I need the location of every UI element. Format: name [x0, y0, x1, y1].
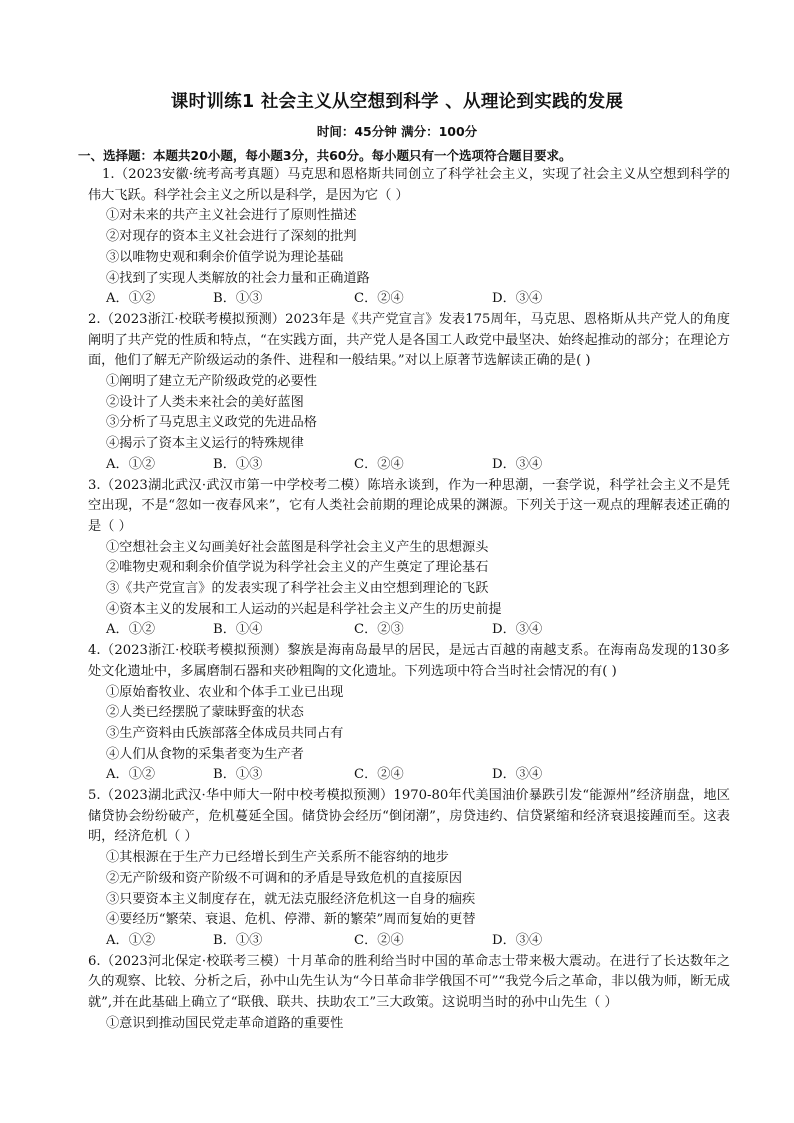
statement-item: ③生产资料由氏族部落全体成员共同占有	[106, 725, 344, 741]
choice-a: A．①②	[106, 456, 156, 472]
choice-c: C．②④	[354, 456, 404, 472]
statement-item: ④要经历“繁荣、衰退、危机、停滞、新的繁荣”周而复始的更替	[106, 912, 476, 928]
statement-item: ①原始畜牧业、农业和个体手工业已出现	[106, 684, 344, 700]
statement-item: ①空想社会主义勾画美好社会蓝图是科学社会主义产生的思想源头	[106, 539, 489, 555]
statement-item: ②设计了人类未来社会的美好蓝图	[106, 394, 304, 410]
statement-item: ②唯物史观和剩余价值学说为科学社会主义的产生奠定了理论基石	[106, 560, 489, 576]
question-stem: 1.（2023安徽·统考高考真题）马克思和恩格斯共同创立了科学社会主义，实现了社会主义从空想到科学的伟大飞跃。科学社会主义之所以是科学，是因为它（ ）	[88, 167, 730, 203]
time-score-line: 时间：45分钟 满分：100分	[316, 124, 478, 139]
question-6	[0, 952, 794, 1035]
choice-b: B．①③	[213, 291, 263, 307]
statement-item: ①意识到推动国民党走革命道路的重要性	[106, 1015, 344, 1031]
question-5	[0, 786, 794, 952]
choice-b: B．①③	[213, 767, 263, 783]
question-4	[0, 641, 794, 786]
answer-choices	[106, 931, 794, 952]
statement-item: ①其根源在于生产力已经增长到生产关系所不能容纳的地步	[106, 850, 449, 866]
choice-c: C．②④	[354, 291, 404, 307]
question-stem: 5.（2023湖北武汉·华中师大一附中校考模拟预测）1970-80年代美国油价暴跌引发“能源州”经济崩盘，地区储贷协会纷纷破产，危机蔓延全国。储贷协会经历“倒闭潮”，房贷违约、信贷紧缩和经济衰退接踵而至。这表明，经济危机（ ）	[88, 788, 730, 845]
statement-item: ④找到了实现人类解放的社会力量和正确道路	[106, 270, 370, 286]
answer-choices	[106, 455, 794, 476]
question-2	[0, 310, 794, 476]
answer-choices	[106, 289, 794, 310]
question-list	[0, 165, 794, 1034]
section-heading: 一、选择题：本题共20小题，每小题3分，共60分。每小题只有一个选项符合题目要求。	[78, 148, 572, 163]
answer-choices	[106, 765, 794, 786]
statement-item: ①阐明了建立无产阶级政党的必要性	[106, 374, 317, 390]
answer-choices	[106, 620, 794, 641]
statement-item: ③以唯物史观和剩余价值学说为理论基础	[106, 249, 344, 265]
choice-d: D．③④	[492, 456, 543, 472]
statement-item: ④揭示了资本主义运行的特殊规律	[106, 436, 304, 452]
page-title: 课时训练1 社会主义从空想到科学 、从理论到实践的发展	[170, 92, 624, 112]
statement-item: ②对现存的资本主义社会进行了深刻的批判	[106, 229, 357, 245]
choice-a: A．①②	[106, 622, 156, 638]
statement-item: ③《共产党宣言》的发表实现了科学社会主义由空想到理论的飞跃	[106, 581, 489, 597]
choice-b: B．①③	[213, 932, 263, 948]
statement-item: ②人类已经摆脱了蒙昧野蛮的状态	[106, 705, 304, 721]
choice-d: D．③④	[492, 622, 543, 638]
choice-d: D．③④	[492, 767, 543, 783]
question-stem: 2.（2023浙江·校联考模拟预测）2023年是《共产党宣言》发表175周年，马克思、恩格斯从共产党人的角度阐明了共产党的性质和特点，“在实践方面，共产党人是各国工人政党中最坚决、始终起推动的部分；在理论方面，他们了解无产阶级运动的条件、进程和一般结果。”对以上原著节选解读正确的是( )	[88, 311, 730, 369]
choice-a: A．①②	[106, 767, 156, 783]
statement-item: ①对未来的共产主义社会进行了原则性描述	[106, 208, 357, 224]
statement-item: ④人们从食物的采集者变为生产者	[106, 746, 304, 762]
statement-item: ②无产阶级和资产阶级不可调和的矛盾是导致危机的直接原因	[106, 870, 463, 886]
statement-item: ③分析了马克思主义政党的先进品格	[106, 415, 317, 431]
statement-item: ④资本主义的发展和工人运动的兴起是科学社会主义产生的历史前提	[106, 601, 502, 617]
question-stem: 3.（2023湖北武汉·武汉市第一中学校考二模）陈培永谈到，作为一种思潮，一套学说，科学社会主义不是凭空出现，不是“忽如一夜春风来”，它有人类社会前期的理论成果的渊源。下列关于这一观点的理解表述正确的是（ ）	[88, 477, 730, 534]
question-stem: 6.（2023河北保定·校联考三模）十月革命的胜利给当时中国的革命志士带来极大震动。在进行了长达数年之久的观察、比较、分析之后，孙中山先生认为“今日革命非学俄国不可”“我党今后之革命，非以俄为师，断无成就”,并在此基础上确立了“联俄、联共、扶助农工”三大政策。这说明当时的孙中山先生（ ）	[88, 953, 730, 1011]
choice-b: B．①③	[213, 456, 263, 472]
question-stem: 4.（2023浙江·校联考模拟预测）黎族是海南岛最早的居民，是远古百越的南越支系。在海南岛发现的130多处文化遗址中，多属磨制石器和夹砂粗陶的文化遗址。下列选项中符合当时社会情况的有( )	[88, 643, 730, 679]
choice-d: D．③④	[492, 291, 543, 307]
choice-c: C．②③	[354, 622, 404, 638]
choice-c: C．②④	[354, 932, 404, 948]
choice-c: C．②④	[354, 767, 404, 783]
choice-b: B．①④	[213, 622, 263, 638]
choice-a: A．①②	[106, 291, 156, 307]
choice-d: D．③④	[492, 932, 543, 948]
question-3	[0, 476, 794, 642]
question-1	[0, 165, 794, 310]
choice-a: A．①②	[106, 932, 156, 948]
statement-item: ③只要资本主义制度存在，就无法克服经济危机这一自身的痼疾	[106, 891, 476, 907]
